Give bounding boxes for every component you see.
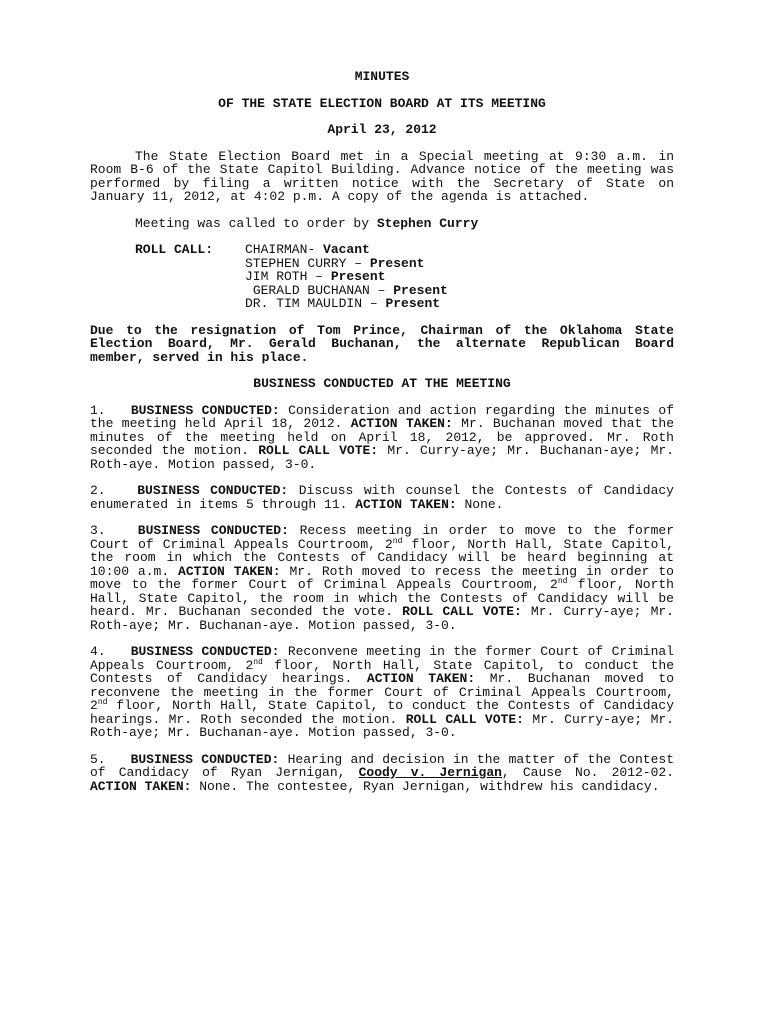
roll-call-label: ROLL CALL: [135, 242, 214, 257]
presiding-name: Stephen Curry [376, 215, 479, 231]
document-title: MINUTES [354, 69, 410, 84]
roll-call-list [245, 243, 448, 311]
roll-call-member: CHAIRMAN- Vacant [245, 242, 370, 257]
minutes-document [90, 70, 674, 806]
roll-call-member: GERALD BUCHANAN – Present [252, 282, 448, 298]
section-heading: BUSINESS CONDUCTED AT THE MEETING [253, 376, 511, 391]
business-item-2: 2. BUSINESS CONDUCTED: Discuss with counsel the Contests of Candidacy enumerated in items 5 through 11. ACTION TAKEN: None. [90, 483, 674, 512]
intro-paragraph: The State Election Board met in a Special meeting at 9:30 a.m. in Room B-6 of the State Capitol Building. Advance notice of the meeting was performed by filing a written notice with the Secretary of State on January 11, 2012, at 4:02 p.m. A copy of the agenda is attached. [90, 148, 674, 204]
business-item-5: 5. BUSINESS CONDUCTED: Hearing and decision in the matter of the Contest of Candidacy of Ryan Jernigan, Coody v. Jernigan, Cause No. 2012-02. ACTION TAKEN: None. The contestee, Ryan Jernigan, withdrew his candidacy. [90, 751, 674, 794]
roll-call [90, 243, 674, 311]
roll-call-member: DR. TIM MAULDIN – Present [245, 296, 441, 311]
meeting-date: April 23, 2012 [327, 122, 437, 137]
document-subtitle: OF THE STATE ELECTION BOARD AT ITS MEETING [218, 95, 546, 111]
business-item-4: 4. BUSINESS CONDUCTED: Reconvene meeting in the former Court of Criminal Appeals Courtroom, 2nd floor, North Hall, State Capitol, to conduct the Contests of Candidacy hearings. ACTION TAKEN: Mr. Buchanan moved to reconvene the meeting in the former Court of Criminal Appeals Courtroom, 2nd floor, North Hall, State Capitol, to conduct the Contests of Candidacy hearings. Mr. Roth seconded the motion. ROLL CALL VOTE: Mr. Curry-aye; Mr. Roth-aye; Mr. Buchanan-aye. Motion passed, 3-0. [90, 644, 674, 740]
business-item-1: 1. BUSINESS CONDUCTED: Consideration and action regarding the minutes of the meeting held April 18, 2012. ACTION TAKEN: Mr. Buchanan moved that the minutes of the meeting held on April 18, 2012, be approved. Mr. Roth seconded the motion. ROLL CALL VOTE: Mr. Curry-aye; Mr. Buchanan-aye; Mr. Roth-aye. Motion passed, 3-0. [90, 402, 675, 472]
call-to-order: Meeting was called to order by Stephen Curry [135, 215, 479, 231]
roll-call-member: JIM ROTH – Present [245, 269, 386, 284]
resignation-note: Due to the resignation of Tom Prince, Chairman of the Oklahoma State Election Board, Mr. Gerald Buchanan, the alternate Republican Board member, served in his place. [90, 322, 674, 365]
business-item-3: 3. BUSINESS CONDUCTED: Recess meeting in order to move to the former Court of Criminal Appeals Courtroom, 2nd floor, North Hall, State Capitol, the room in which the Contests of Candidacy will be heard beginning at 10:00 a.m. ACTION TAKEN: Mr. Roth moved to recess the meeting in order to move to the former Court of Criminal Appeals Courtroom, 2nd floor, North Hall, State Capitol, the room in which the Contests of Candidacy will be heard. Mr. Buchanan seconded the vote. ROLL CALL VOTE: Mr. Curry-aye; Mr. Roth-aye; Mr. Buchanan-aye. Motion passed, 3-0. [90, 523, 674, 633]
roll-call-member: STEPHEN CURRY – Present [245, 255, 425, 271]
case-name: Coody v. Jernigan [358, 765, 502, 780]
